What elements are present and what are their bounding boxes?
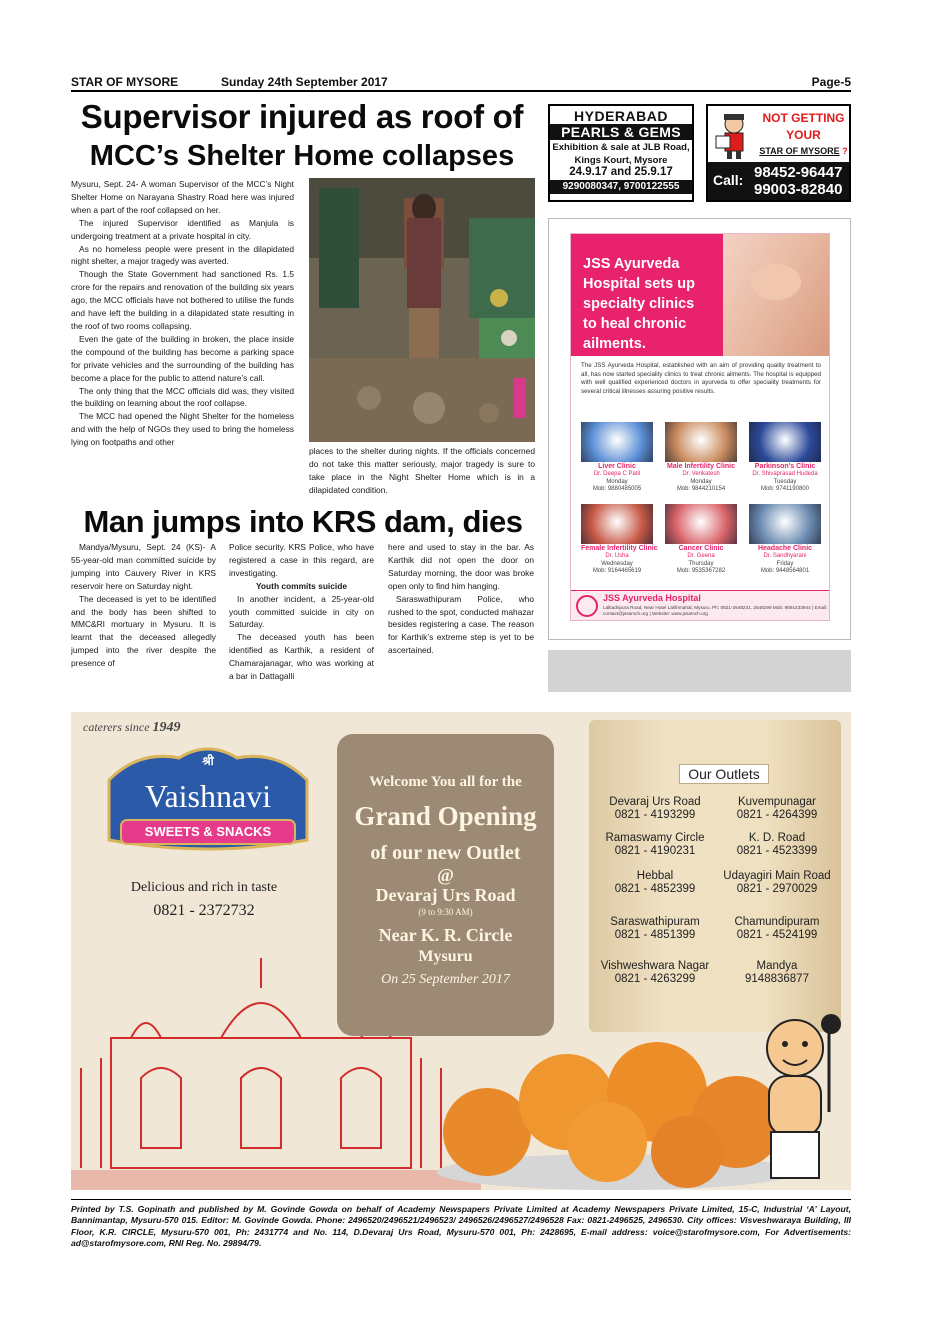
outlet-phone: 0821 - 2970029 — [736, 883, 818, 895]
clinic-card — [665, 504, 737, 576]
spa-woman-photo — [723, 234, 829, 356]
clinic-doctor: Dr. Sandhyarani — [763, 553, 807, 559]
vai-at: @ — [437, 865, 454, 885]
clinic-mobile: Mob: 9164465619 — [592, 568, 642, 574]
outlet-entry — [717, 832, 837, 858]
clinic-doctor: Dr. Geena — [687, 553, 715, 559]
clinic-doctor: Dr. Usha — [605, 553, 629, 559]
outlet-phone: 0821 - 4190231 — [614, 845, 696, 857]
outlet-name: Kuvempunagar — [738, 796, 816, 808]
outlet-phone: 0821 - 4524199 — [736, 929, 818, 941]
clinic-doctor: Dr. Deepa C Patil — [593, 471, 641, 477]
grand-opening-panel — [337, 734, 554, 1036]
story2-paragraph: Mandya/Mysuru, Sept. 24 (KS)- A 55-year-old man committed suicide by jumping into Cauvery River in KRS reservoir here on Saturday night. — [71, 542, 216, 591]
hyd-ad-line3: Exhibition & sale at JLB Road, — [552, 142, 690, 153]
newspaper-boy-icon — [714, 110, 754, 160]
story1-paragraph: Though the State Government had sanctioned Rs. 1.5 crore for the repairs and renovation of the building six years ago, the MCC officials have not bothered to utilise the funds and have left the building in a dilapidated state resulting in the roof of two rooms collapsing. — [71, 269, 294, 331]
vaishnavi-logo — [99, 740, 317, 862]
liver-clinic-image — [581, 422, 653, 462]
story1-paragraph: As no homeless people were present in the dilapidated night shelter, a major tragedy was averted. — [71, 243, 294, 267]
outlet-entry — [595, 916, 715, 942]
story1-headline-line1: Supervisor injured as roof of — [80, 98, 524, 135]
clinic-mobile: Mob: 9741190800 — [761, 486, 809, 492]
vai-sub-brand: SWEETS & SNACKS — [144, 824, 272, 839]
som-qmark: ? — [842, 146, 848, 156]
clinic-day: Tuesday — [773, 478, 797, 485]
laddoo-plate-illustration — [427, 1022, 807, 1190]
parkinsons-clinic-image — [749, 422, 821, 462]
story1-paragraph: places to the shelter during nights. If the officials concerned do not take this matter seriously, major tragedy is sure to take place in the Night Shelter Home which is in a dilapidated condition. — [309, 446, 535, 495]
vai-city: Mysuru — [418, 948, 473, 965]
vai-near: Near K. R. Circle — [378, 925, 513, 945]
chef-mascot-icon — [751, 1002, 847, 1188]
page-number: Page-5 — [811, 75, 851, 89]
outlet-name: Saraswathipuram — [610, 916, 700, 928]
outlet-name: Chamundipuram — [734, 916, 820, 928]
clinic-card — [665, 422, 737, 494]
vai-new-outlet: of our new Outlet — [370, 842, 521, 864]
outlet-entry — [595, 832, 715, 858]
clinic-name: Headache Clinic — [757, 545, 813, 552]
subscription-ad — [706, 104, 851, 202]
outlet-phone: 0821 - 4263299 — [614, 973, 696, 985]
clinic-mobile: Mob: 9880485005 — [592, 486, 642, 492]
story2-paragraph: here and used to stay in the bar. As Karthik did not open the door on Saturday morning, the door was broke open only to find him hanging. — [388, 542, 534, 591]
jss-banner-line: Hospital sets up — [583, 276, 695, 292]
jss-banner-line: to heal chronic — [583, 316, 687, 332]
story2-column-2 — [229, 541, 374, 683]
hyderabad-pearls-ad — [548, 104, 694, 202]
story1-paragraph: Mysuru, Sept. 24- A woman Supervisor of the MCC’s Night Shelter Home on Narayana Shastry Road here was injured when a part of the roof collapsed on her. — [71, 179, 294, 215]
clinic-day: Monday — [606, 478, 628, 485]
som-ad-line1: NOT GETTING — [762, 111, 845, 125]
clinic-card — [581, 422, 653, 494]
outlet-entry — [717, 916, 837, 942]
outlet-entry — [595, 870, 715, 896]
story2-paragraph: Saraswathipuram Police, who rushed to the spot, conducted mahazar besides registering a case. The reason for Karthik’s extreme step is yet to be ascertained. — [388, 593, 534, 656]
outlet-phone: 0821 - 4851399 — [614, 929, 696, 941]
som-ad-line2: YOUR — [786, 128, 821, 142]
hyd-ad-line1: HYDERABAD — [574, 108, 668, 124]
story2-paragraph: The deceased youth has been identified as Karthik, a resident of Chamarajanagar, who was working at a bar in Dattagalli — [229, 632, 374, 682]
outlet-name: Mandya — [756, 960, 798, 972]
outlet-phone: 9148836877 — [745, 973, 809, 985]
vai-brand: Vaishnavi — [144, 778, 272, 814]
outlet-name: Hebbal — [636, 870, 674, 882]
shelter-collapse-photo — [309, 178, 535, 442]
story2-paragraph: In another incident, a 25-year-old youth committed suicide in city on Saturday. — [229, 593, 374, 630]
som-phone-2: 99003-82840 — [754, 181, 843, 198]
clinic-card — [749, 504, 821, 576]
som-call-label: Call: — [713, 172, 744, 188]
som-phone-1: 98452-96447 — [754, 164, 843, 181]
clinic-card — [581, 504, 658, 576]
publication-name: STAR OF MYSORE — [71, 75, 179, 89]
som-call-bar — [708, 162, 849, 200]
headache-clinic-image — [749, 504, 821, 544]
outlet-entry — [717, 870, 837, 896]
story2-column-3 — [388, 541, 534, 657]
outlet-phone: 0821 - 4264399 — [736, 809, 818, 821]
outlets-scroll — [589, 720, 841, 1032]
outlet-phone: 0821 - 4523399 — [736, 845, 818, 857]
vai-time: (9 to 9:30 AM) — [418, 907, 473, 917]
clinic-mobile: Mob: 9535367282 — [676, 568, 726, 574]
outlet-entry — [717, 796, 837, 822]
story2-column-1 — [71, 541, 216, 670]
outlet-name: Devaraj Urs Road — [609, 796, 701, 808]
vai-since — [83, 720, 181, 736]
outlet-name: K. D. Road — [748, 832, 806, 844]
outlet-entry — [595, 960, 715, 986]
vai-grand-opening: Grand Opening — [354, 801, 537, 831]
vai-phone: 0821 - 2372732 — [153, 902, 255, 919]
jss-description: The JSS Ayurveda Hospital, established with an aim of providing quality treatment to all, has now started speciality clinics to treat chronic ailments. The hospital is equipped with well qualified experienced doctors in ayurveda to offer speciality treatments for several critical illnesses assuring positive results. — [581, 362, 821, 395]
outlet-name: Udayagiri Main Road — [723, 870, 831, 882]
vai-tagline: Delicious and rich in taste — [130, 880, 278, 895]
outlet-name: Vishweshwara Nagar — [600, 960, 710, 972]
clinic-doctor: Dr. Venkatesh — [682, 471, 720, 477]
jss-footer-name: JSS Ayurveda Hospital — [603, 593, 701, 603]
male-infertility-clinic-image — [665, 422, 737, 462]
jss-footer — [571, 590, 829, 620]
story1-column-right — [309, 445, 535, 497]
outlet-name: Ramaswamy Circle — [605, 832, 705, 844]
clinic-day: Wednesday — [601, 560, 633, 567]
hyd-ad-dates: 24.9.17 and 25.9.17 — [569, 166, 673, 178]
som-brand: STAR OF MYSORE — [759, 146, 840, 156]
clinic-name: Parkinson's Clinic — [754, 463, 816, 470]
clinic-doctor: Dr. Shivaprasad Hudeda — [752, 471, 818, 477]
issue-date: Sunday 24th September 2017 — [221, 75, 388, 89]
clinic-day: Friday — [776, 560, 794, 567]
page-header — [71, 74, 851, 92]
hyd-ad-line2: PEARLS & GEMS — [550, 124, 692, 140]
clinic-day: Thursday — [688, 560, 714, 567]
story2-headline: Man jumps into KRS dam, dies — [83, 504, 523, 539]
clinic-mobile: Mob: 9844210154 — [676, 486, 726, 492]
vai-shri: श्री — [202, 754, 214, 768]
jss-logo-icon — [576, 595, 598, 617]
clinic-name: Liver Clinic — [598, 463, 636, 470]
clinic-day: Monday — [690, 478, 712, 485]
clinic-name: Male Infertility Clinic — [666, 463, 736, 470]
outlet-phone: 0821 - 4193299 — [614, 809, 696, 821]
blank-gray-box — [548, 650, 851, 692]
story1-paragraph: The MCC had opened the Night Shelter for the homeless and with the help of NGOs they used to bring the homeless lying on footpaths and other — [71, 411, 294, 448]
outlet-entry — [717, 960, 837, 986]
clinic-name: Cancer Clinic — [678, 545, 724, 552]
hyd-ad-phones: 9290080347, 9700122555 — [550, 180, 692, 194]
jss-ayurveda-ad — [570, 233, 830, 621]
clinic-mobile: Mob: 9448564801 — [760, 568, 810, 574]
cancer-clinic-image — [665, 504, 737, 544]
story1-paragraph: The only thing that the MCC officials did was, they visited the building on learning about the roof collapse. — [71, 385, 294, 409]
vai-date: On 25 September 2017 — [381, 972, 510, 987]
vaishnavi-sweets-ad — [71, 712, 851, 1190]
jss-footer-address: Lalitadripura Road, Near Hotel Lalithmahal, Mysuru. Ph: 0821-2548231, 2548299 Mob: 9591433944 | Email: contact@jssamch.org | Website: www.jssamch.org — [603, 605, 828, 616]
story2-paragraph: Police security. KRS Police, who have registered a case in this regard, are investigating. — [229, 542, 374, 578]
vai-since-label: caterers since — [83, 720, 150, 734]
story2-paragraph: The deceased is yet to be identified and the body has been shifted to MMC&RI mortuary in Mysuru. It is learnt that the deceased allegedly jumped into the river despite the presence of — [71, 593, 216, 669]
jss-banner-line: ailments. — [583, 336, 646, 352]
jss-banner — [571, 234, 829, 356]
jss-banner-line: specialty clinics — [583, 296, 695, 312]
female-infertility-clinic-image — [581, 504, 653, 544]
story1-headline-line2: MCC’s Shelter Home collapses — [89, 140, 515, 172]
outlet-entry — [595, 796, 715, 822]
vai-welcome: Welcome You all for the — [369, 774, 522, 790]
hyd-ad-line4: Kings Kourt, Mysore — [574, 155, 668, 166]
outlet-phone: 0821 - 4852399 — [614, 883, 696, 895]
vai-since-year: 1949 — [152, 720, 181, 735]
outlets-title: Our Outlets — [679, 764, 769, 784]
story2-subheading: Youth commits suicide — [255, 580, 348, 591]
story1-paragraph: Even the gate of the building in broken, the place inside the compound of the building has become a parking space for private vehicles and the surrounding of the building has become a place for the public to attend nature’s call. — [71, 333, 294, 383]
photo-illustration — [309, 178, 535, 442]
clinic-card — [749, 422, 821, 494]
story1-paragraph: The injured Supervisor identified as Manjula is undergoing treatment at a private hospital in city. — [71, 217, 294, 241]
clinic-name: Female Infertility Clinic — [581, 545, 658, 552]
story1-column-left — [71, 178, 294, 449]
printer-imprint: Printed by T.S. Gopinath and published by M. Govinde Gowda on behalf of Academy Newspapers Private Limited at Academy Newspapers Private Limited, 15-C, Industrial ‘A’ Layout, Bannimantap, Mysuru-570 015. Editor: M. Govinde Gowda. Phone: 2496520/2496521/2496523/ 2496526/2496527/2496528 Fax: 0821-2496525, 2496530. City offices: Visveshwaraya Building, III Floor, K.R. CIRCLE, Mysuru-570 001, Ph: 2431774 and No. 114, D.Devaraj Urs Road, Mysuru-570 001, Ph: 2428695, E-mail address: voice@starofmysore.com, For Advertisements: ad@starofmysore.com, RNI Reg. No. 29894/79. — [71, 1199, 851, 1250]
vai-location: Devaraj Urs Road — [375, 885, 516, 905]
jss-banner-line: JSS Ayurveda — [583, 256, 680, 272]
